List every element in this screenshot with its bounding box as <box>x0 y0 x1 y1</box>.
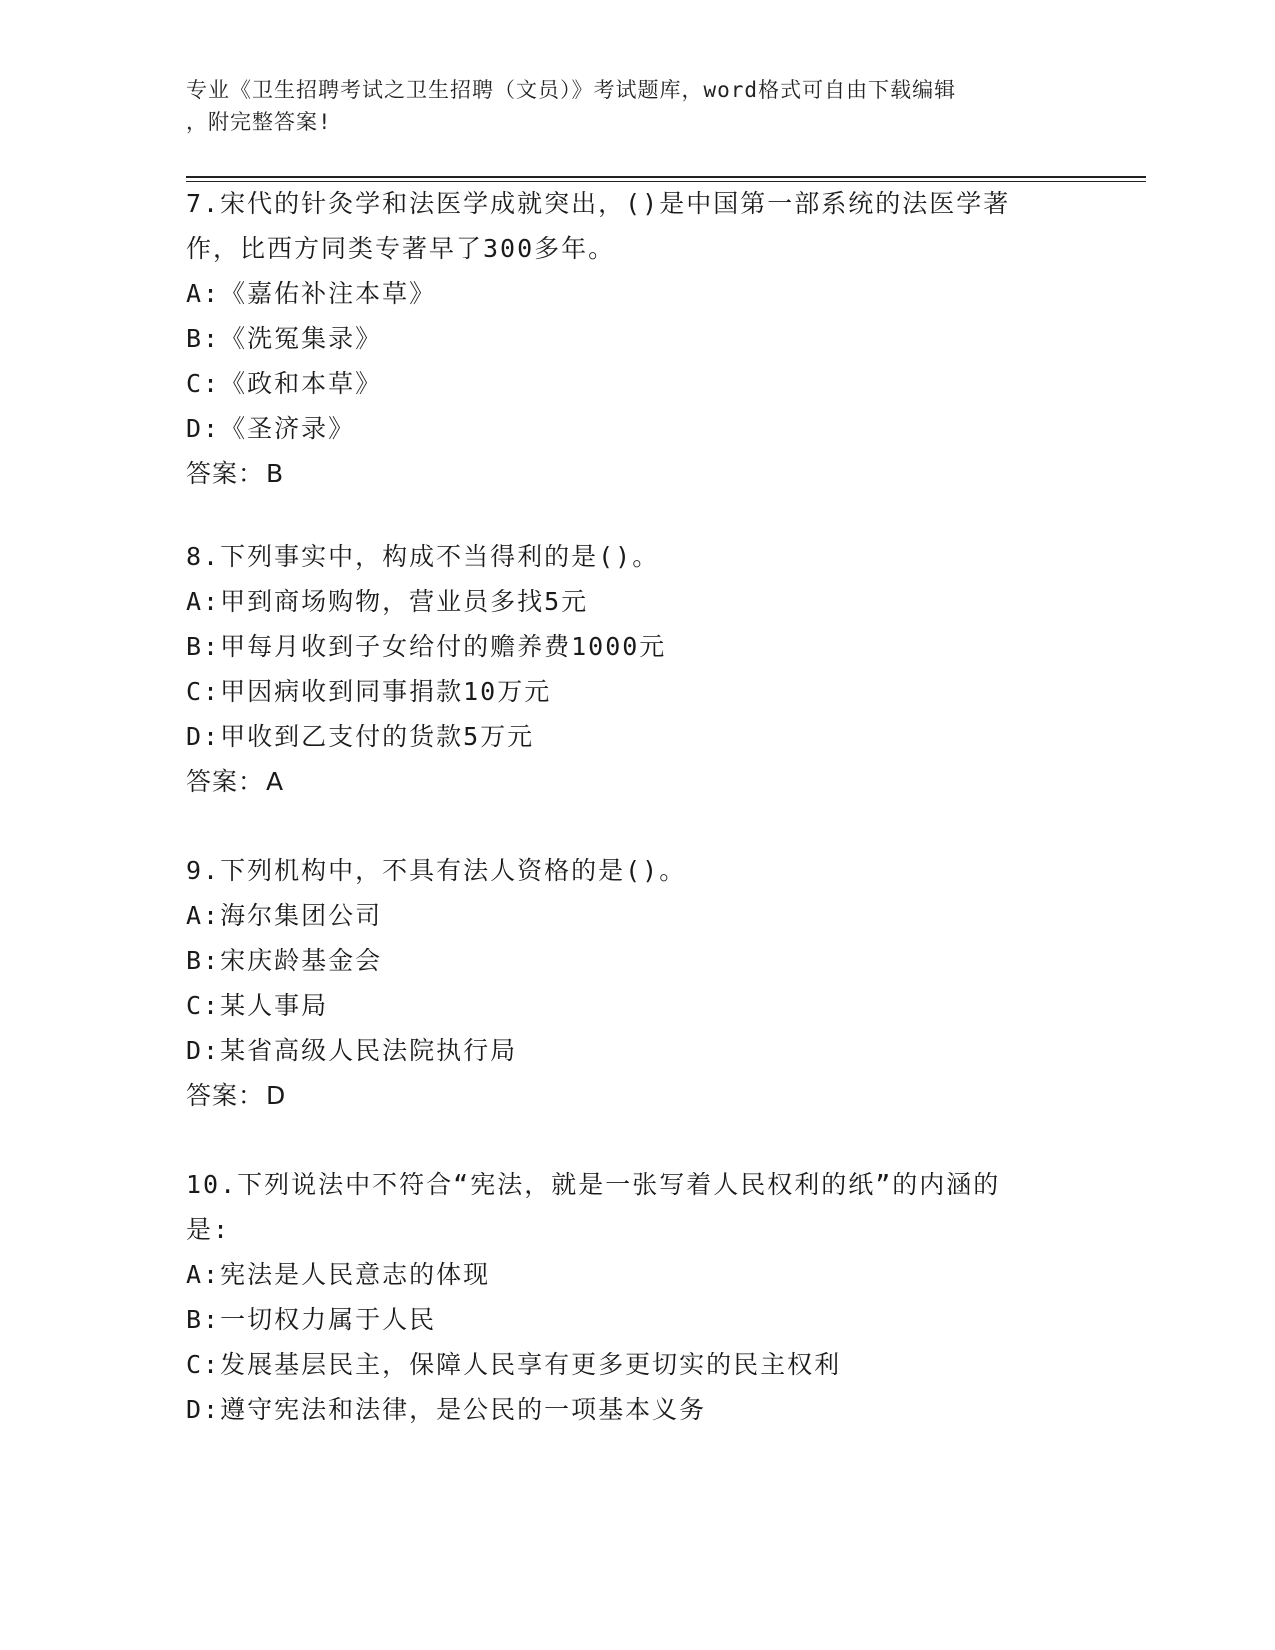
option-a: A:《嘉佑补注本草》 <box>186 279 437 308</box>
question-7 <box>186 181 1066 496</box>
option-a: A:海尔集团公司 <box>186 901 383 930</box>
question-stem: 10.下列说法中不符合“宪法，就是一张写着人民权利的纸”的内涵的 <box>186 1170 1001 1199</box>
option-c: C:《政和本草》 <box>186 369 383 398</box>
answer-value: D <box>266 1081 287 1110</box>
answer-line <box>186 451 1066 496</box>
option-d: D:甲收到乙支付的货款5万元 <box>186 722 535 751</box>
header-divider <box>186 176 1146 178</box>
question-10 <box>186 1162 1066 1432</box>
header-line-2: ，附完整答案! <box>186 110 332 134</box>
question-stem: 7.宋代的针灸学和法医学成就突出，()是中国第一部系统的法医学著 <box>186 189 1011 218</box>
question-stem-cont: 是: <box>186 1215 231 1244</box>
option-d: D:《圣济录》 <box>186 414 356 443</box>
question-stem: 9.下列机构中，不具有法人资格的是()。 <box>186 856 687 885</box>
option-d: D:某省高级人民法院执行局 <box>186 1036 518 1065</box>
option-a: A:甲到商场购物，营业员多找5元 <box>186 587 589 616</box>
question-stem: 8.下列事实中，构成不当得利的是()。 <box>186 542 660 571</box>
question-9 <box>186 848 1066 1118</box>
answer-label: 答案： <box>186 459 265 488</box>
option-b: B:一切权力属于人民 <box>186 1305 437 1334</box>
question-stem-cont: 作，比西方同类专著早了300多年。 <box>186 234 616 263</box>
header-line-1: 专业《卫生招聘考试之卫生招聘（文员）》考试题库，word格式可自由下载编辑 <box>186 78 957 102</box>
option-d: D:遵守宪法和法律，是公民的一项基本义务 <box>186 1395 707 1424</box>
question-8 <box>186 534 1066 804</box>
option-b: B:甲每月收到子女给付的赡养费1000元 <box>186 632 667 661</box>
option-a: A:宪法是人民意志的体现 <box>186 1260 491 1289</box>
document-header <box>186 74 1066 138</box>
answer-value: A <box>266 767 285 796</box>
answer-label: 答案： <box>186 1081 265 1110</box>
option-b: B:宋庆龄基金会 <box>186 946 383 975</box>
option-c: C:发展基层民主，保障人民享有更多更切实的民主权利 <box>186 1350 842 1379</box>
option-c: C:甲因病收到同事捐款10万元 <box>186 677 552 706</box>
answer-line <box>186 1073 1066 1118</box>
option-c: C:某人事局 <box>186 991 329 1020</box>
answer-line <box>186 759 1066 804</box>
option-b: B:《洗冤集录》 <box>186 324 383 353</box>
answer-label: 答案： <box>186 767 265 796</box>
answer-value: B <box>266 459 285 488</box>
